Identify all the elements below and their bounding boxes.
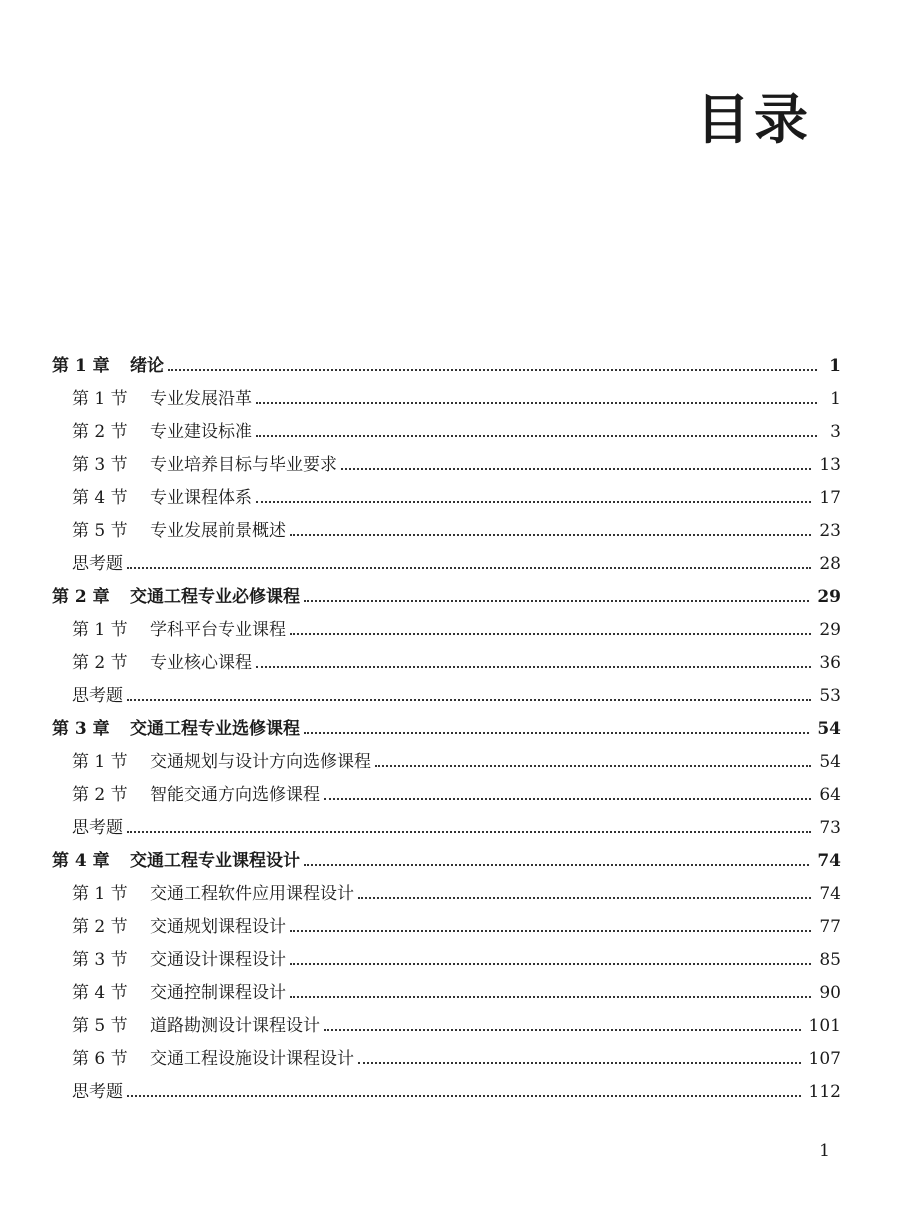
- toc-entry-title: 专业核心课程: [150, 653, 252, 673]
- toc-entry-number: 第 3 节: [72, 950, 128, 970]
- toc-section-row[interactable]: [52, 878, 841, 911]
- toc-section-row[interactable]: [52, 977, 841, 1010]
- dot-leader: [324, 798, 811, 800]
- toc-entry-number: 第 6 节: [72, 1049, 128, 1069]
- toc-entry-title: 专业建设标准: [150, 422, 252, 442]
- toc-section-row[interactable]: [52, 482, 841, 515]
- toc-entry-title: 专业发展前景概述: [150, 521, 286, 541]
- toc-entry-page: 23: [819, 521, 841, 541]
- dot-leader: [358, 1062, 801, 1064]
- toc-section-row[interactable]: [52, 746, 841, 779]
- dot-leader: [290, 963, 811, 965]
- page-title: 目录: [696, 87, 812, 151]
- toc-entry-page: 1: [829, 356, 841, 376]
- toc-entry-title: 思考题: [72, 1082, 123, 1102]
- toc-entry-title: 思考题: [72, 818, 123, 838]
- toc-entry-page: 77: [819, 917, 841, 937]
- dot-leader: [304, 864, 809, 866]
- toc-entry-number: 第 2 节: [72, 653, 128, 673]
- toc-section-row[interactable]: [52, 449, 841, 482]
- dot-leader: [256, 402, 817, 404]
- dot-leader: [127, 699, 811, 701]
- toc-entry-page: 74: [819, 884, 841, 904]
- toc-questions-row[interactable]: [52, 812, 841, 845]
- toc-entry-page: 107: [808, 1049, 841, 1069]
- toc-entry-page: 29: [817, 587, 841, 607]
- toc-questions-row[interactable]: [52, 680, 841, 713]
- dot-leader: [127, 831, 811, 833]
- toc-entry-number: 第 2 节: [72, 917, 128, 937]
- toc-entry-page: 85: [819, 950, 841, 970]
- toc-entry-page: 90: [819, 983, 841, 1003]
- toc-entry-title: 交通工程专业课程设计: [130, 851, 300, 871]
- toc-entry-page: 73: [819, 818, 841, 838]
- toc-section-row[interactable]: [52, 1043, 841, 1076]
- toc-chapter-row[interactable]: [52, 581, 841, 614]
- dot-leader: [256, 501, 811, 503]
- toc-entry-title: 交通规划课程设计: [150, 917, 286, 937]
- dot-leader: [290, 633, 811, 635]
- toc-section-row[interactable]: [52, 1010, 841, 1043]
- toc-entry-page: 64: [819, 785, 841, 805]
- dot-leader: [290, 930, 811, 932]
- toc-entry-title: 专业发展沿革: [150, 389, 252, 409]
- toc-chapter-row[interactable]: [52, 713, 841, 746]
- toc-entry-title: 智能交通方向选修课程: [150, 785, 320, 805]
- toc-entry-number: 第 1 节: [72, 884, 128, 904]
- toc-entry-number: 第 1 章: [52, 356, 110, 376]
- toc-entry-title: 道路勘测设计课程设计: [150, 1016, 320, 1036]
- toc-entry-number: 第 4 节: [72, 983, 128, 1003]
- toc-entry-title: 专业课程体系: [150, 488, 252, 508]
- toc-entry-page: 54: [817, 719, 841, 739]
- toc-entry-page: 3: [830, 422, 841, 442]
- toc-questions-row[interactable]: [52, 548, 841, 581]
- toc-entry-number: 第 1 节: [72, 620, 128, 640]
- toc-chapter-row[interactable]: [52, 350, 841, 383]
- toc-entry-number: 第 4 章: [52, 851, 110, 871]
- dot-leader: [341, 468, 811, 470]
- dot-leader: [256, 666, 811, 668]
- toc-section-row[interactable]: [52, 416, 841, 449]
- table-of-contents: [52, 350, 841, 1109]
- dot-leader: [290, 534, 811, 536]
- toc-entry-page: 36: [819, 653, 841, 673]
- toc-entry-number: 第 1 节: [72, 752, 128, 772]
- toc-questions-row[interactable]: [52, 1076, 841, 1109]
- toc-entry-title: 交通控制课程设计: [150, 983, 286, 1003]
- dot-leader: [256, 435, 817, 437]
- toc-entry-title: 交通设计课程设计: [150, 950, 286, 970]
- dot-leader: [304, 600, 809, 602]
- toc-section-row[interactable]: [52, 911, 841, 944]
- toc-entry-title: 思考题: [72, 686, 123, 706]
- toc-entry-number: 第 1 节: [72, 389, 128, 409]
- toc-entry-page: 17: [819, 488, 841, 508]
- toc-entry-page: 101: [808, 1016, 841, 1036]
- dot-leader: [127, 1095, 801, 1097]
- toc-chapter-row[interactable]: [52, 845, 841, 878]
- toc-entry-title: 绪论: [130, 356, 164, 376]
- toc-entry-page: 29: [819, 620, 841, 640]
- toc-entry-page: 1: [830, 389, 841, 409]
- dot-leader: [324, 1029, 801, 1031]
- dot-leader: [358, 897, 811, 899]
- toc-entry-page: 53: [819, 686, 841, 706]
- dot-leader: [304, 732, 809, 734]
- dot-leader: [290, 996, 811, 998]
- toc-entry-number: 第 3 章: [52, 719, 110, 739]
- toc-entry-title: 交通工程设施设计课程设计: [150, 1049, 354, 1069]
- toc-section-row[interactable]: [52, 944, 841, 977]
- toc-entry-title: 学科平台专业课程: [150, 620, 286, 640]
- toc-section-row[interactable]: [52, 383, 841, 416]
- toc-section-row[interactable]: [52, 647, 841, 680]
- toc-entry-title: 交通工程软件应用课程设计: [150, 884, 354, 904]
- page-number: 1: [819, 1141, 830, 1161]
- toc-entry-title: 交通规划与设计方向选修课程: [150, 752, 371, 772]
- dot-leader: [168, 369, 817, 371]
- toc-entry-number: 第 2 章: [52, 587, 110, 607]
- toc-entry-title: 思考题: [72, 554, 123, 574]
- toc-entry-number: 第 5 节: [72, 1016, 128, 1036]
- toc-entry-title: 交通工程专业必修课程: [130, 587, 300, 607]
- toc-entry-number: 第 4 节: [72, 488, 128, 508]
- toc-section-row[interactable]: [52, 515, 841, 548]
- dot-leader: [375, 765, 811, 767]
- toc-entry-number: 第 2 节: [72, 422, 128, 442]
- toc-entry-page: 13: [819, 455, 841, 475]
- toc-entry-page: 54: [819, 752, 841, 772]
- toc-entry-number: 第 2 节: [72, 785, 128, 805]
- toc-section-row[interactable]: [52, 779, 841, 812]
- toc-entry-title: 交通工程专业选修课程: [130, 719, 300, 739]
- toc-entry-title: 专业培养目标与毕业要求: [150, 455, 337, 475]
- toc-entry-number: 第 3 节: [72, 455, 128, 475]
- toc-entry-number: 第 5 节: [72, 521, 128, 541]
- dot-leader: [127, 567, 811, 569]
- toc-entry-page: 28: [819, 554, 841, 574]
- toc-section-row[interactable]: [52, 614, 841, 647]
- toc-entry-page: 74: [817, 851, 841, 871]
- toc-entry-page: 112: [808, 1082, 841, 1102]
